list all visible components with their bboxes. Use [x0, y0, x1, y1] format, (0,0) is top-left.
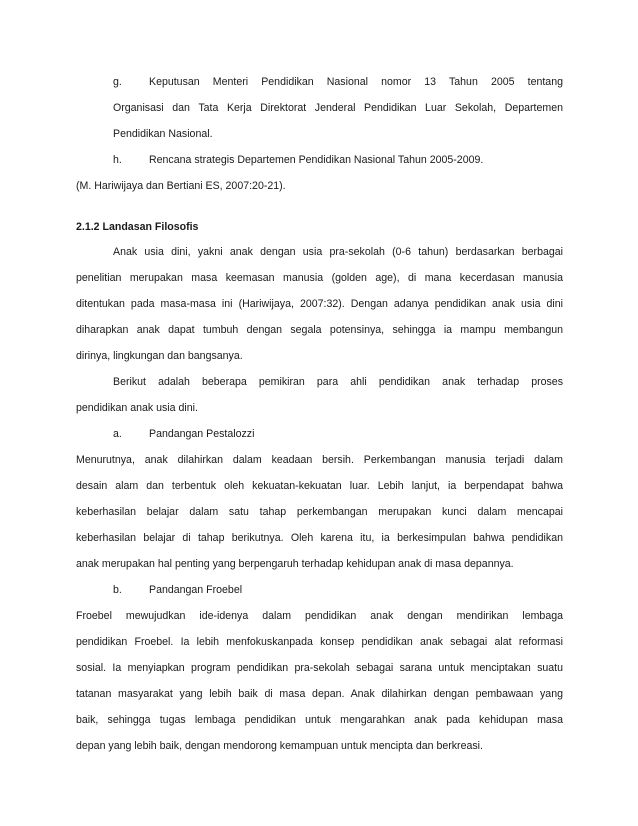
para2-line-1: Berikut adalah beberapa pemikiran para ahli pendidikan anak terhadap proses — [113, 376, 563, 388]
para2-line-2: pendidikan anak usia dini. — [76, 402, 198, 414]
para4-line-4: tatanan masyarakat yang lebih baik di masa depan. Anak dilahirkan dengan pembawaan yang — [76, 688, 563, 700]
para3-line-2: desain alam dan terbentuk oleh kekuatan-kekuatan luar. Lebih lanjut, ia berpendapat bahwa — [76, 480, 563, 492]
list-marker-g: g. — [113, 76, 122, 88]
para4-line-3: sosial. Ia menyiapkan program pendidikan pra-sekolah sebagai sarana untuk menciptakan suatu — [76, 662, 563, 674]
item-b-title: Pandangan Froebel — [149, 584, 243, 596]
para3-line-3: keberhasilan belajar dalam satu tahap perkembangan merupakan kunci dalam mencapai — [76, 506, 563, 518]
para3-line-1: Menurutnya, anak dilahirkan dalam keadaan bersih. Perkembangan manusia terjadi dalam — [76, 454, 563, 466]
list-item-g-line-1: Keputusan Menteri Pendidikan Nasional nomor 13 Tahun 2005 tentang — [149, 76, 563, 88]
para3-line-4: keberhasilan belajar di tahap berikutnya. Oleh karena itu, ia berkesimpulan bahwa pendidikan — [76, 532, 563, 544]
list-item-h-line-1: Rencana strategis Departemen Pendidikan Nasional Tahun 2005-2009. — [149, 154, 484, 166]
para4-line-6: depan yang lebih baik, dengan mendorong kemampuan untuk mencipta dan berkreasi. — [76, 740, 483, 752]
para1-line-5: dirinya, lingkungan dan bangsanya. — [76, 350, 243, 362]
section-heading: 2.1.2 Landasan Filosofis — [76, 221, 199, 233]
para4-line-1: Froebel mewujudkan ide-idenya dalam pendidikan anak dengan mendirikan lembaga — [76, 610, 563, 622]
list-marker-h: h. — [113, 154, 122, 166]
para4-line-5: baik, sehingga tugas lembaga pendidikan untuk mengarahkan anak pada kehidupan masa — [76, 714, 563, 726]
list-marker-b: b. — [113, 584, 122, 596]
para1-line-1: Anak usia dini, yakni anak dengan usia pra-sekolah (0-6 tahun) berdasarkan berbagai — [113, 246, 563, 258]
para3-line-5: anak merupakan hal penting yang berpengaruh terhadap kehidupan anak di masa depannya. — [76, 558, 514, 570]
para1-line-4: diharapkan anak dapat tumbuh dengan segala potensinya, sehingga ia mampu membangun — [76, 324, 563, 336]
para1-line-2: penelitian merupakan masa keemasan manusia (golden age), di mana kecerdasan manusia — [76, 272, 563, 284]
citation: (M. Hariwijaya dan Bertiani ES, 2007:20-21). — [76, 180, 286, 192]
list-marker-a: a. — [113, 428, 122, 440]
list-item-g-line-2: Organisasi dan Tata Kerja Direktorat Jenderal Pendidikan Luar Sekolah, Departemen — [113, 102, 563, 114]
item-a-title: Pandangan Pestalozzi — [149, 428, 255, 440]
list-item-g-line-3: Pendidikan Nasional. — [113, 128, 213, 140]
para4-line-2: pendidikan Froebel. Ia lebih menfokuskanpada konsep pendidikan anak sebagai alat reformasi — [76, 636, 563, 648]
para1-line-3: ditentukan pada masa-masa ini (Hariwijaya, 2007:32). Dengan adanya pendidikan anak usia dini — [76, 298, 563, 310]
